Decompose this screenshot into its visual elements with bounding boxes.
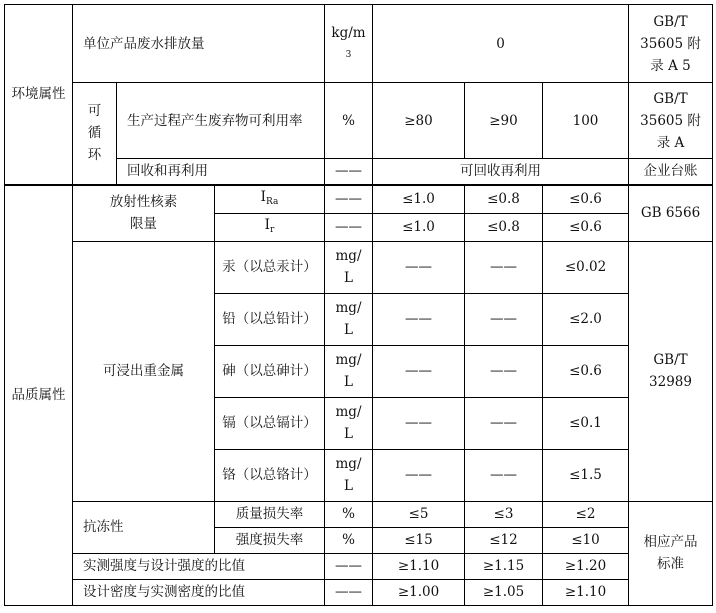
ira-v2: ≤0.8	[487, 191, 520, 207]
env-category-label: 环境属性	[11, 86, 66, 103]
waste-use-v3-cell	[543, 83, 629, 159]
ir-unit-cell	[325, 213, 373, 241]
frost-mass-v1: ≤5	[408, 506, 429, 522]
density-ratio-v3-cell	[543, 579, 629, 605]
row-density-ratio	[5, 579, 713, 605]
density-ratio-v2: ≥1.05	[482, 584, 525, 600]
ira-unit: ——	[335, 191, 362, 207]
density-ratio-name-cell	[73, 579, 325, 605]
waste-use-unit: %	[342, 112, 355, 129]
wastewater-ref-line2: 35605 附	[640, 35, 701, 52]
recycle-group-char2: 循	[87, 125, 102, 142]
ir-v2: ≤0.8	[487, 219, 520, 235]
strength-ratio-unit-cell	[325, 553, 373, 579]
frost-mass-v3: ≤2	[575, 506, 596, 522]
radio-group-cell	[73, 185, 215, 242]
recycle-group-char1: 可	[87, 103, 102, 120]
waste-use-ref-cell	[629, 83, 713, 159]
recycle-group-char3: 环	[87, 147, 102, 164]
std-ref-cell	[629, 501, 713, 605]
metal-name: 镉（以总镉计）	[222, 415, 317, 431]
metal-unit-cell	[325, 449, 373, 501]
metal-unit-line1: mg/	[335, 352, 362, 368]
ir-v1: ≤1.0	[402, 219, 435, 235]
ira-v2-cell	[465, 185, 543, 214]
ira-v1-cell	[373, 185, 465, 214]
metal-unit-cell	[325, 241, 373, 293]
row-strength-ratio	[5, 553, 713, 579]
metal-unit-cell	[325, 345, 373, 397]
frost-group: 抗冻性	[83, 519, 124, 535]
ir-symbol: I	[264, 216, 271, 233]
ira-symbol: I	[260, 188, 266, 205]
metal-v3-cell	[543, 397, 629, 449]
waste-use-name-cell	[117, 83, 325, 159]
metals-group-cell	[73, 241, 215, 501]
metal-v3: ≤0.6	[569, 363, 602, 379]
metal-v2: ——	[490, 363, 517, 379]
wastewater-value: 0	[496, 35, 505, 52]
ir-v1-cell	[373, 213, 465, 241]
metal-name-cell	[215, 449, 325, 501]
spec-table-container	[4, 4, 713, 606]
metal-name-cell	[215, 293, 325, 345]
metal-name: 铬（以总铬计）	[222, 467, 317, 483]
metal-unit-line2: L	[344, 478, 353, 494]
waste-use-unit-cell	[325, 83, 373, 159]
wastewater-value-cell	[373, 5, 629, 83]
strength-ratio-v2: ≥1.15	[482, 558, 525, 574]
metal-v2-cell	[465, 293, 543, 345]
recover-unit: ——	[335, 163, 362, 180]
metal-unit-cell	[325, 397, 373, 449]
density-ratio-v1-cell	[373, 579, 465, 605]
metal-name-cell	[215, 397, 325, 449]
waste-use-v2-cell	[465, 83, 543, 159]
strength-ratio-name-cell	[73, 553, 325, 579]
ir-v3: ≤0.6	[569, 219, 602, 235]
metal-v2: ——	[490, 259, 517, 275]
density-ratio-name: 设计密度与实测密度的比值	[83, 584, 245, 600]
recover-ref: 企业台账	[643, 163, 698, 180]
frost-group-cell	[73, 501, 215, 553]
metal-v1: ——	[405, 259, 432, 275]
metals-ref-cell	[629, 241, 713, 501]
ir-symbol-cell	[215, 213, 325, 241]
metal-unit-line2: L	[344, 426, 353, 442]
frost-mass-v1-cell	[373, 501, 465, 527]
waste-use-ref-line2: 35605 附	[640, 112, 701, 129]
frost-mass-name-cell	[215, 501, 325, 527]
wastewater-unit-sub: 3	[345, 49, 352, 60]
metal-v2: ——	[490, 415, 517, 431]
waste-use-ref-line1: GB/T	[653, 90, 688, 107]
metal-v3: ≤0.1	[569, 415, 602, 431]
frost-strength-name: 强度损失率	[235, 532, 304, 548]
metals-ref-line2: 32989	[649, 374, 692, 390]
frost-strength-v1-cell	[373, 527, 465, 553]
metal-v1-cell	[373, 449, 465, 501]
frost-strength-v2: ≤12	[489, 532, 518, 548]
radio-group-line2: 限量	[130, 216, 157, 232]
row-wastewater	[5, 5, 713, 83]
row-ira	[5, 185, 713, 214]
metal-unit-line2: L	[344, 270, 353, 286]
ir-v3-cell	[543, 213, 629, 241]
frost-strength-unit-cell	[325, 527, 373, 553]
frost-mass-v3-cell	[543, 501, 629, 527]
density-ratio-v2-cell	[465, 579, 543, 605]
metal-v3-cell	[543, 293, 629, 345]
metal-name-cell	[215, 241, 325, 293]
metal-v1: ——	[405, 415, 432, 431]
strength-ratio-v3-cell	[543, 553, 629, 579]
wastewater-ref-line3: 录 A 5	[650, 57, 691, 74]
metal-unit-line2: L	[344, 374, 353, 390]
recover-value-cell	[373, 159, 629, 185]
metal-unit-line1: mg/	[335, 456, 362, 472]
metal-v1-cell	[373, 397, 465, 449]
recover-unit-cell	[325, 159, 373, 185]
row-waste-use	[5, 83, 713, 159]
metal-v2-cell	[465, 345, 543, 397]
ira-v3: ≤0.6	[569, 191, 602, 207]
metal-v3-cell	[543, 345, 629, 397]
metal-name: 汞（以总汞计）	[222, 259, 317, 275]
wastewater-unit-cell	[325, 5, 373, 83]
density-ratio-unit-cell	[325, 579, 373, 605]
metal-v1-cell	[373, 293, 465, 345]
metal-v1-cell	[373, 345, 465, 397]
metal-v2-cell	[465, 397, 543, 449]
recover-name-cell	[117, 159, 325, 185]
std-ref-line2: 标准	[657, 556, 685, 572]
quality-category-cell	[5, 185, 73, 606]
ira-symbol-cell	[215, 185, 325, 214]
metal-unit-cell	[325, 293, 373, 345]
quality-category-label: 品质属性	[11, 387, 66, 403]
metal-v1: ——	[405, 467, 432, 483]
wastewater-unit-main: kg/m	[331, 24, 366, 41]
metal-v2: ——	[490, 467, 517, 483]
std-ref-line1: 相应产品	[643, 534, 698, 550]
metal-v1: ——	[405, 363, 432, 379]
recycle-group-cell	[73, 83, 117, 185]
wastewater-ref-line1: GB/T	[653, 13, 688, 30]
metal-v1-cell	[373, 241, 465, 293]
metals-group: 可浸出重金属	[103, 363, 184, 379]
metal-v3: ≤0.02	[564, 259, 607, 275]
waste-use-v1: ≥80	[404, 112, 433, 129]
radio-ref-cell	[629, 185, 713, 242]
density-ratio-v3: ≥1.10	[564, 584, 607, 600]
waste-use-v3: 100	[572, 112, 599, 129]
strength-ratio-v3: ≥1.20	[564, 558, 607, 574]
row-frost-mass	[5, 501, 713, 527]
frost-mass-unit: %	[342, 506, 355, 522]
metal-v3: ≤2.0	[569, 311, 602, 327]
frost-mass-v2-cell	[465, 501, 543, 527]
wastewater-name: 单位产品废水排放量	[83, 35, 205, 52]
frost-mass-name: 质量损失率	[235, 506, 304, 522]
frost-strength-v3: ≤10	[571, 532, 600, 548]
strength-ratio-v1: ≥1.10	[397, 558, 440, 574]
row-metal-mercury	[5, 241, 713, 293]
ir-subscript: r	[270, 224, 275, 235]
ir-v2-cell	[465, 213, 543, 241]
ira-v3-cell	[543, 185, 629, 214]
wastewater-ref-cell	[629, 5, 713, 83]
frost-mass-v2: ≤3	[493, 506, 514, 522]
frost-strength-name-cell	[215, 527, 325, 553]
density-ratio-v1: ≥1.00	[397, 584, 440, 600]
frost-strength-v2-cell	[465, 527, 543, 553]
strength-ratio-v1-cell	[373, 553, 465, 579]
density-ratio-unit: ——	[335, 584, 362, 600]
metals-ref-line1: GB/T	[653, 352, 688, 368]
strength-ratio-unit: ——	[335, 558, 362, 574]
metal-name-cell	[215, 345, 325, 397]
recover-name: 回收和再利用	[127, 163, 208, 180]
waste-use-v2: ≥90	[489, 112, 518, 129]
waste-use-name: 生产过程产生废弃物可利用率	[127, 112, 303, 129]
metal-v3: ≤1.5	[569, 467, 602, 483]
metal-name: 砷（以总砷计）	[222, 363, 317, 379]
recover-value: 可回收再利用	[460, 163, 541, 180]
frost-strength-unit: %	[342, 532, 355, 548]
radio-group-line1: 放射性核素	[109, 194, 178, 210]
waste-use-ref-line3: 录 A	[656, 134, 685, 151]
metal-v1: ——	[405, 311, 432, 327]
metal-v3-cell	[543, 449, 629, 501]
strength-ratio-v2-cell	[465, 553, 543, 579]
metal-name: 铅（以总铅计）	[222, 311, 317, 327]
ira-subscript: Ra	[265, 196, 279, 207]
strength-ratio-name: 实测强度与设计强度的比值	[83, 558, 245, 574]
waste-use-v1-cell	[373, 83, 465, 159]
spec-table	[4, 4, 713, 606]
radio-ref: GB 6566	[640, 205, 701, 221]
metal-unit-line1: mg/	[335, 404, 362, 420]
metal-unit-line1: mg/	[335, 248, 362, 264]
ir-unit: ——	[335, 219, 362, 235]
metal-unit-line2: L	[344, 322, 353, 338]
ira-v1: ≤1.0	[402, 191, 435, 207]
frost-strength-v1: ≤15	[404, 532, 433, 548]
metal-v2-cell	[465, 449, 543, 501]
recover-ref-cell	[629, 159, 713, 185]
env-category-cell	[5, 5, 73, 185]
frost-strength-v3-cell	[543, 527, 629, 553]
wastewater-name-cell	[73, 5, 325, 83]
metal-v2: ——	[490, 311, 517, 327]
metal-v2-cell	[465, 241, 543, 293]
metal-v3-cell	[543, 241, 629, 293]
frost-mass-unit-cell	[325, 501, 373, 527]
metal-unit-line1: mg/	[335, 300, 362, 316]
ira-unit-cell	[325, 185, 373, 214]
